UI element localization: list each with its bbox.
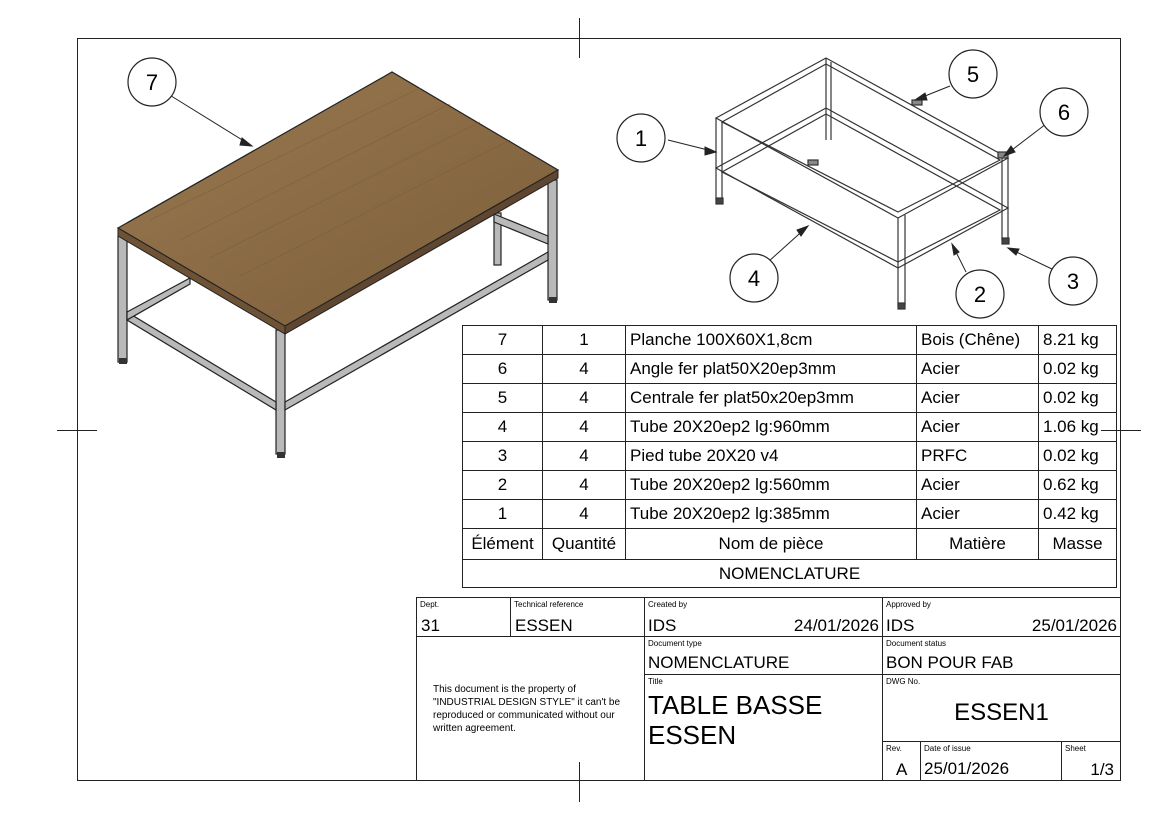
table-row	[463, 471, 1117, 500]
bom-element: 2	[463, 471, 543, 500]
header-masse: Masse	[1039, 529, 1117, 560]
bom-matiere: Acier	[917, 413, 1039, 442]
dwg-value: ESSEN1	[954, 699, 1049, 726]
rev-value: A	[896, 760, 908, 779]
bom-quantite: 4	[543, 355, 626, 384]
foot-3	[549, 297, 557, 303]
leg-back-left	[118, 236, 127, 362]
table-row	[463, 500, 1117, 529]
sheet-value: 1/3	[1090, 760, 1114, 779]
bom-matiere: Acier	[917, 355, 1039, 384]
balloon-4-label: 4	[747, 266, 761, 291]
table-row	[463, 355, 1117, 384]
table-row	[463, 413, 1117, 442]
bom-nom: Tube 20X20ep2 lg:385mm	[626, 500, 917, 529]
bom-quantite: 4	[543, 500, 626, 529]
docstatus-label: Document status	[886, 639, 947, 648]
rev-label: Rev.	[886, 744, 902, 753]
issue-date: 25/01/2026	[924, 759, 1010, 778]
property-notice-cell	[416, 636, 645, 781]
doctype-label: Document type	[648, 639, 702, 648]
bom-masse: 0.42 kg	[1039, 500, 1117, 529]
header-quantite: Quantité	[543, 529, 626, 560]
issue-cell	[920, 741, 1062, 781]
bom-element: 6	[463, 355, 543, 384]
bom-element: 4	[463, 413, 543, 442]
bom-matiere: Acier	[917, 384, 1039, 413]
bom-masse: 0.62 kg	[1039, 471, 1117, 500]
property-notice: This document is the property of "INDUSTRIAL DESIGN STYLE" it can't be reproduced or communicated without our written agreement.	[433, 684, 621, 734]
dwg-label: DWG No.	[886, 677, 921, 686]
title-line-1: TABLE BASSE	[648, 690, 823, 720]
title-block	[416, 597, 1121, 781]
leg-right	[548, 180, 557, 300]
bom-quantite: 1	[543, 326, 626, 355]
bom-quantite: 4	[543, 413, 626, 442]
rail-back-lower	[127, 278, 190, 320]
table-row	[463, 326, 1117, 355]
bom-nom: Pied tube 20X20 v4	[626, 442, 917, 471]
rail-right-upper	[494, 214, 548, 244]
bom-element: 7	[463, 326, 543, 355]
approved-date: 25/01/2026	[1031, 616, 1117, 635]
header-nom: Nom de pièce	[626, 529, 917, 560]
bom-element: 5	[463, 384, 543, 413]
header-element: Élément	[463, 529, 543, 560]
bom-quantite: 4	[543, 471, 626, 500]
bom-matiere: Acier	[917, 500, 1039, 529]
title-cell	[644, 674, 883, 781]
approved-by: IDS	[886, 616, 915, 635]
balloon-7-label: 7	[145, 70, 159, 95]
bom-element: 3	[463, 442, 543, 471]
rev-cell	[882, 741, 921, 781]
rail-left-lower	[127, 312, 276, 410]
foot-1	[119, 358, 127, 364]
bom-masse: 8.21 kg	[1039, 326, 1117, 355]
docstatus-value: BON POUR FAB	[886, 653, 1014, 672]
balloon-2-label: 2	[973, 282, 987, 307]
balloon-5-label: 5	[966, 62, 980, 87]
dept-value: 31	[421, 616, 440, 635]
balloon-6-label: 6	[1057, 100, 1071, 125]
foot-2	[277, 452, 285, 458]
header-matiere: Matière	[917, 529, 1039, 560]
title-line-2: ESSEN	[648, 720, 737, 750]
docstatus-cell	[882, 636, 1121, 675]
balloon-3-label: 3	[1066, 269, 1080, 294]
bom-masse: 0.02 kg	[1039, 355, 1117, 384]
bom-matiere: Bois (Chêne)	[917, 326, 1039, 355]
created-cell	[644, 597, 883, 637]
techref-label: Technical reference	[514, 600, 584, 609]
bom-masse: 0.02 kg	[1039, 384, 1117, 413]
table-row	[463, 442, 1117, 471]
approved-cell	[882, 597, 1121, 637]
dept-cell	[416, 597, 511, 637]
bom-masse: 1.06 kg	[1039, 413, 1117, 442]
bom-matiere: Acier	[917, 471, 1039, 500]
bom-nom: Planche 100X60X1,8cm	[626, 326, 917, 355]
sheet-cell	[1061, 741, 1121, 781]
created-label: Created by	[648, 600, 688, 609]
table-row	[463, 384, 1117, 413]
leg-front	[276, 330, 285, 454]
doctype-cell	[644, 636, 883, 675]
techref-cell	[510, 597, 645, 637]
bom-nom: Tube 20X20ep2 lg:560mm	[626, 471, 917, 500]
bom-title: NOMENCLATURE	[463, 560, 1117, 588]
bom-nom: Centrale fer plat50x20ep3mm	[626, 384, 917, 413]
created-by: IDS	[648, 616, 677, 635]
bom-quantite: 4	[543, 442, 626, 471]
bom-footer-row	[463, 560, 1117, 588]
bom-nom: Angle fer plat50X20ep3mm	[626, 355, 917, 384]
bom-nom: Tube 20X20ep2 lg:960mm	[626, 413, 917, 442]
balloon-1-label: 1	[634, 126, 648, 151]
bom-element: 1	[463, 500, 543, 529]
created-date: 24/01/2026	[793, 616, 879, 635]
bom-quantite: 4	[543, 384, 626, 413]
bom-masse: 0.02 kg	[1039, 442, 1117, 471]
bom-header-row	[463, 529, 1117, 560]
bom-table	[462, 325, 1117, 588]
issue-label: Date of issue	[924, 744, 971, 753]
bom-matiere: PRFC	[917, 442, 1039, 471]
doctype-value: NOMENCLATURE	[648, 653, 790, 672]
dwg-cell	[882, 674, 1121, 742]
techref-value: ESSEN	[515, 616, 573, 635]
sheet-label: Sheet	[1065, 744, 1086, 753]
title-label: Title	[648, 677, 663, 686]
dept-label: Dept.	[420, 600, 440, 609]
approved-label: Approved by	[886, 600, 931, 609]
